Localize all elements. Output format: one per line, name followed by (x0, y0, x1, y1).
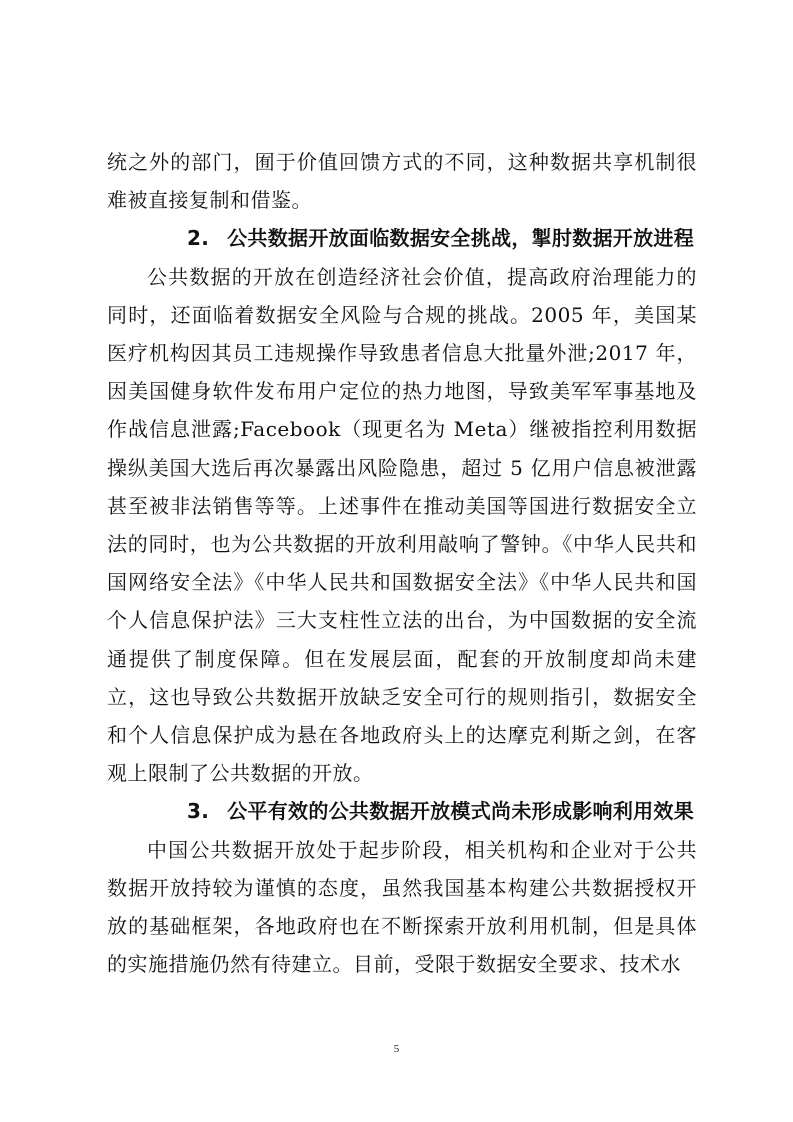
section-number: 2. (187, 226, 210, 251)
section-heading-3 (107, 792, 697, 830)
page-content (107, 143, 697, 983)
section-title: 公平有效的公共数据开放模式尚未形成影响利用效果 (227, 799, 695, 824)
section-body-2: 公共数据的开放在创造经济社会价值，提高政府治理能力的同时，还面临着数据安全风险与合规的挑战。2005 年，美国某医疗机构因其员工违规操作导致患者信息大批量外泄;2017 年，因美国健身软件发布用户定位的热力地图，导致美军军事基地及作战信息泄露;Facebook（现更名为 Meta）继被指控利用数据操纵美国大选后再次暴露出风险隐患，超过 5 亿用户信息被泄露甚至被非法销售等等。上述事件在推动美国等国进行数据安全立法的同时，也为公共数据的开放利用敲响了警钟。《中华人民共和国网络安全法》《中华人民共和国数据安全法》《中华人民共和国个人信息保护法》三大支柱性立法的出台，为中国数据的安全流通提供了制度保障。但在发展层面，配套的开放制度却尚未建立，这也导致公共数据开放缺乏安全可行的规则指引，数据安全和个人信息保护成为悬在各地政府头上的达摩克利斯之剑，在客观上限制了公共数据的开放。 (107, 264, 697, 786)
section-heading-2 (107, 219, 697, 257)
section-number: 3. (187, 799, 210, 824)
paragraph-continuation: 统之外的部门，囿于价值回馈方式的不同，这种数据共享机制很难被直接复制和借鉴。 (107, 150, 697, 213)
section-title: 公共数据开放面临数据安全挑战，掣肘数据开放进程 (227, 226, 695, 251)
page-number: 5 (393, 1043, 400, 1055)
section-body-3: 中国公共数据开放处于起步阶段，相关机构和企业对于公共数据开放持较为谨慎的态度，虽然我国基本构建公共数据授权开放的基础框架，各地政府也在不断探索开放利用机制，但是具体的实施措施仍然有待建立。目前，受限于数据安全要求、技术水 (107, 837, 697, 977)
